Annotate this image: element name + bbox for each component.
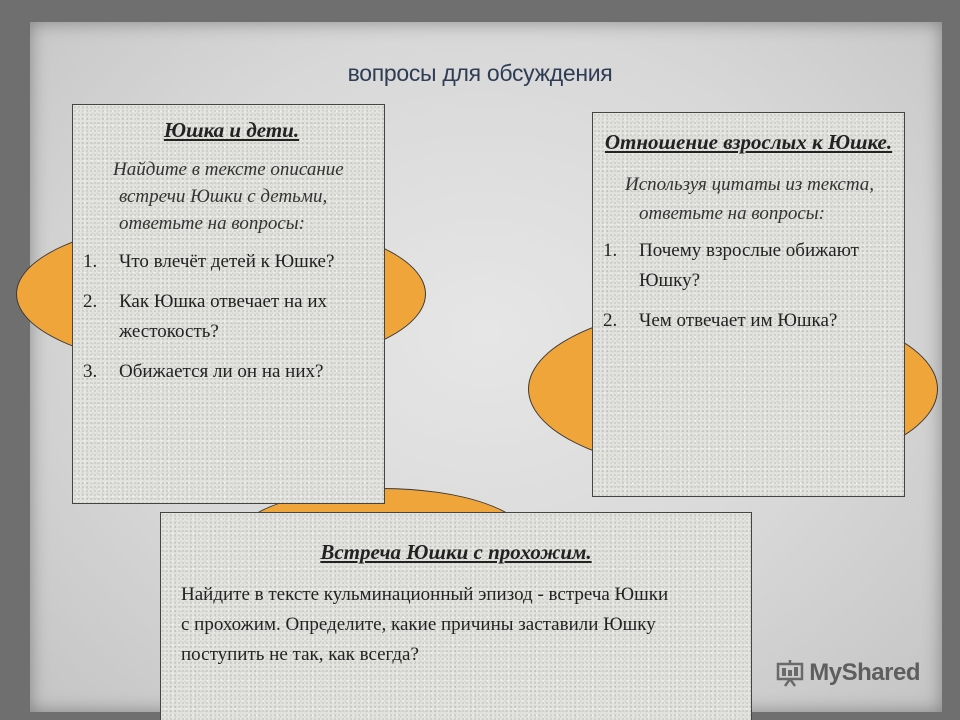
card-passerby — [160, 512, 752, 720]
card-children — [72, 104, 385, 504]
list-item: 3. Обижается ли он на них? — [83, 361, 324, 382]
card-children-intro: Найдите в тексте описание встречи Юшки с детьми, ответьте на вопросы: — [113, 159, 344, 234]
card-adults — [592, 112, 905, 497]
list-item: 2. Как Юшка отвечает на их жестокость? — [83, 291, 327, 342]
list-item: 1. Что влечёт детей к Юшке? — [83, 251, 335, 272]
card-adults-title: Отношение взрослых к Юшке. — [604, 130, 893, 154]
card-adults-intro: Используя цитаты из текста, ответьте на вопросы: — [625, 174, 875, 224]
card-passerby-title: Встреча Юшки с прохожим. — [320, 540, 592, 564]
slide-title: вопросы для обсуждения — [347, 60, 613, 86]
list-item: 1. Почему взрослые обижают Юшку? — [603, 240, 859, 291]
card-passerby-text: Найдите в тексте кульминационный эпизод - встреча Юшки с прохожим. Определите, какие причины заставили Юшку поступить не так, как всегда? — [181, 584, 669, 665]
list-item: 2. Чем отвечает им Юшка? — [603, 310, 838, 331]
watermark-text: MyShared — [809, 659, 920, 686]
card-adults-questions — [603, 236, 894, 336]
card-children-questions — [83, 247, 374, 387]
watermark-logo — [775, 658, 920, 688]
card-children-title: Юшка и дети. — [163, 118, 300, 142]
presentation-board-icon — [775, 658, 805, 688]
